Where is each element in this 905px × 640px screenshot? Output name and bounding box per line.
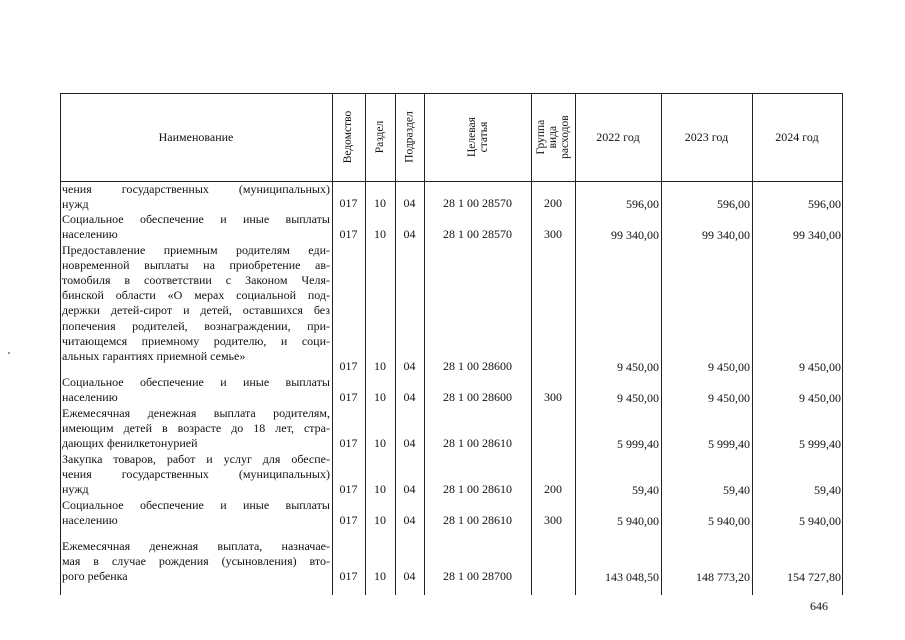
row-name-line: альных гарантиях приемной семье» (62, 348, 246, 363)
row-name (62, 375, 330, 405)
cell-razdel: 10 (374, 436, 386, 450)
cell-ved: 017 (339, 482, 358, 496)
row-name-line: Ежемесячная денежная выплата родителям, (62, 405, 330, 420)
cell-cs: 28 1 00 28570 (443, 227, 512, 241)
row-name (62, 539, 330, 585)
cell-razdel: 10 (374, 390, 386, 404)
cell-cs: 28 1 00 28610 (443, 436, 512, 450)
row-name-line: новременной выплаты на приобретение ав- (62, 257, 330, 272)
cell-v2022: 5 940,00 (617, 514, 659, 528)
row-name (62, 498, 330, 528)
row-name-line: нужд (62, 481, 89, 496)
cell-v2022: 9 450,00 (617, 360, 659, 374)
cell-ved: 017 (339, 196, 358, 210)
cell-vr: 300 (544, 227, 562, 241)
cell-cs: 28 1 00 28600 (443, 390, 512, 404)
cell-podrazdel: 04 (403, 436, 416, 450)
header-2023: 2023 год (684, 130, 729, 144)
row-name-line: попечения родителей, вознаграждении, при- (62, 318, 330, 333)
cell-v2023: 148 773,20 (696, 570, 750, 584)
cell-podrazdel: 04 (403, 227, 416, 241)
row-name-line: населению (62, 512, 118, 527)
cell-podrazdel: 04 (403, 390, 416, 404)
row-name-line: мая в случае рождения (усыновления) вто- (62, 553, 330, 568)
cell-cs: 28 1 00 28600 (443, 359, 512, 373)
cell-v2024: 9 450,00 (799, 391, 841, 405)
cell-razdel: 10 (374, 569, 386, 583)
header-gruppa-vida-rashodov: Группа вида расходов (534, 115, 572, 159)
header-podrazdel: Подраздел (403, 111, 416, 163)
cell-ved: 017 (339, 390, 358, 404)
cell-v2022: 596,00 (626, 197, 659, 211)
cell-ved: 017 (339, 436, 358, 450)
cell-cs: 28 1 00 28610 (443, 482, 512, 496)
cell-podrazdel: 04 (403, 482, 416, 496)
row-name-line: бинской области «О мерах социальной под- (62, 288, 330, 303)
cell-razdel: 10 (374, 359, 386, 373)
header-2024: 2024 год (775, 130, 819, 144)
cell-podrazdel: 04 (403, 569, 416, 583)
row-name-line: чения государственных (муниципальных) (62, 181, 330, 196)
cell-podrazdel: 04 (403, 196, 416, 210)
row-name (62, 212, 330, 242)
cell-razdel: 10 (374, 482, 386, 496)
cell-cs: 28 1 00 28610 (443, 513, 512, 527)
column-line (842, 93, 843, 595)
header-celevaya-statya: Целевая статья (465, 117, 490, 157)
cell-ved: 017 (339, 359, 358, 373)
row-name-line: Закупка товаров, работ и услуг для обеспе- (62, 451, 330, 466)
header-2022: 2022 год (596, 130, 640, 144)
row-name-line: нужд (62, 196, 89, 211)
cell-v2024: 596,00 (808, 197, 841, 211)
cell-v2024: 99 340,00 (793, 228, 841, 242)
row-name (62, 452, 330, 498)
cell-cs: 28 1 00 28700 (443, 569, 512, 583)
row-name-line: дающих фенилкетонурией (62, 435, 198, 450)
cell-razdel: 10 (374, 227, 386, 241)
cell-v2023: 9 450,00 (708, 360, 750, 374)
cell-podrazdel: 04 (403, 513, 416, 527)
cell-v2022: 9 450,00 (617, 391, 659, 405)
cell-v2023: 5 999,40 (708, 437, 750, 451)
cell-v2023: 99 340,00 (702, 228, 750, 242)
cell-v2024: 5 999,40 (799, 437, 841, 451)
row-name-line: держки детей-сирот и детей, оставшихся без (62, 303, 330, 318)
row-name (62, 182, 330, 212)
cell-podrazdel: 04 (403, 359, 416, 373)
row-name-line: Социальное обеспечение и иные выплаты (62, 374, 330, 389)
cell-razdel: 10 (374, 513, 386, 527)
cell-ved: 017 (339, 513, 358, 527)
page-number: 646 (810, 599, 828, 613)
row-name-line: читающемся приемному родителю, и соци- (62, 333, 330, 348)
cell-v2023: 9 450,00 (708, 391, 750, 405)
row-name-line: имеющим детей в возрасте до 18 лет, стра- (62, 420, 330, 435)
row-name-line: населению (62, 389, 118, 404)
row-name-line: томобиля в соответствии с Законом Челя- (62, 272, 330, 287)
cell-razdel: 10 (374, 196, 386, 210)
cell-v2024: 9 450,00 (799, 360, 841, 374)
row-name-line: Ежемесячная денежная выплата, назначае- (62, 538, 330, 553)
cell-ved: 017 (339, 569, 358, 583)
cell-v2023: 596,00 (717, 197, 750, 211)
cell-v2022: 143 048,50 (605, 570, 659, 584)
cell-vr: 300 (544, 390, 562, 404)
cell-ved: 017 (339, 227, 358, 241)
cell-v2023: 59,40 (723, 483, 750, 497)
cell-vr: 200 (544, 482, 562, 496)
row-name-line: Социальное обеспечение и иные выплаты (62, 211, 330, 226)
cell-v2022: 59,40 (632, 483, 659, 497)
cell-v2024: 59,40 (814, 483, 841, 497)
row-name-line: рого ребенка (62, 568, 128, 583)
row-name (62, 243, 330, 365)
row-name-line: Социальное обеспечение и иные выплаты (62, 497, 330, 512)
row-name (62, 406, 330, 452)
cell-vr: 200 (544, 196, 562, 210)
cell-v2022: 99 340,00 (611, 228, 659, 242)
scan-speck (8, 352, 10, 354)
cell-v2024: 154 727,80 (787, 570, 841, 584)
row-name-line: населению (62, 226, 118, 241)
row-name-line: чения государственных (муниципальных) (62, 466, 330, 481)
cell-cs: 28 1 00 28570 (443, 196, 512, 210)
cell-v2022: 5 999,40 (617, 437, 659, 451)
cell-v2023: 5 940,00 (708, 514, 750, 528)
header-vedomstvo: Ведомство (342, 110, 355, 164)
cell-vr: 300 (544, 513, 562, 527)
cell-v2024: 5 940,00 (799, 514, 841, 528)
row-name-line: Предоставление приемным родителям еди- (62, 242, 330, 257)
header-razdel: Раздел (373, 120, 386, 154)
header-name: Наименование (158, 130, 234, 144)
